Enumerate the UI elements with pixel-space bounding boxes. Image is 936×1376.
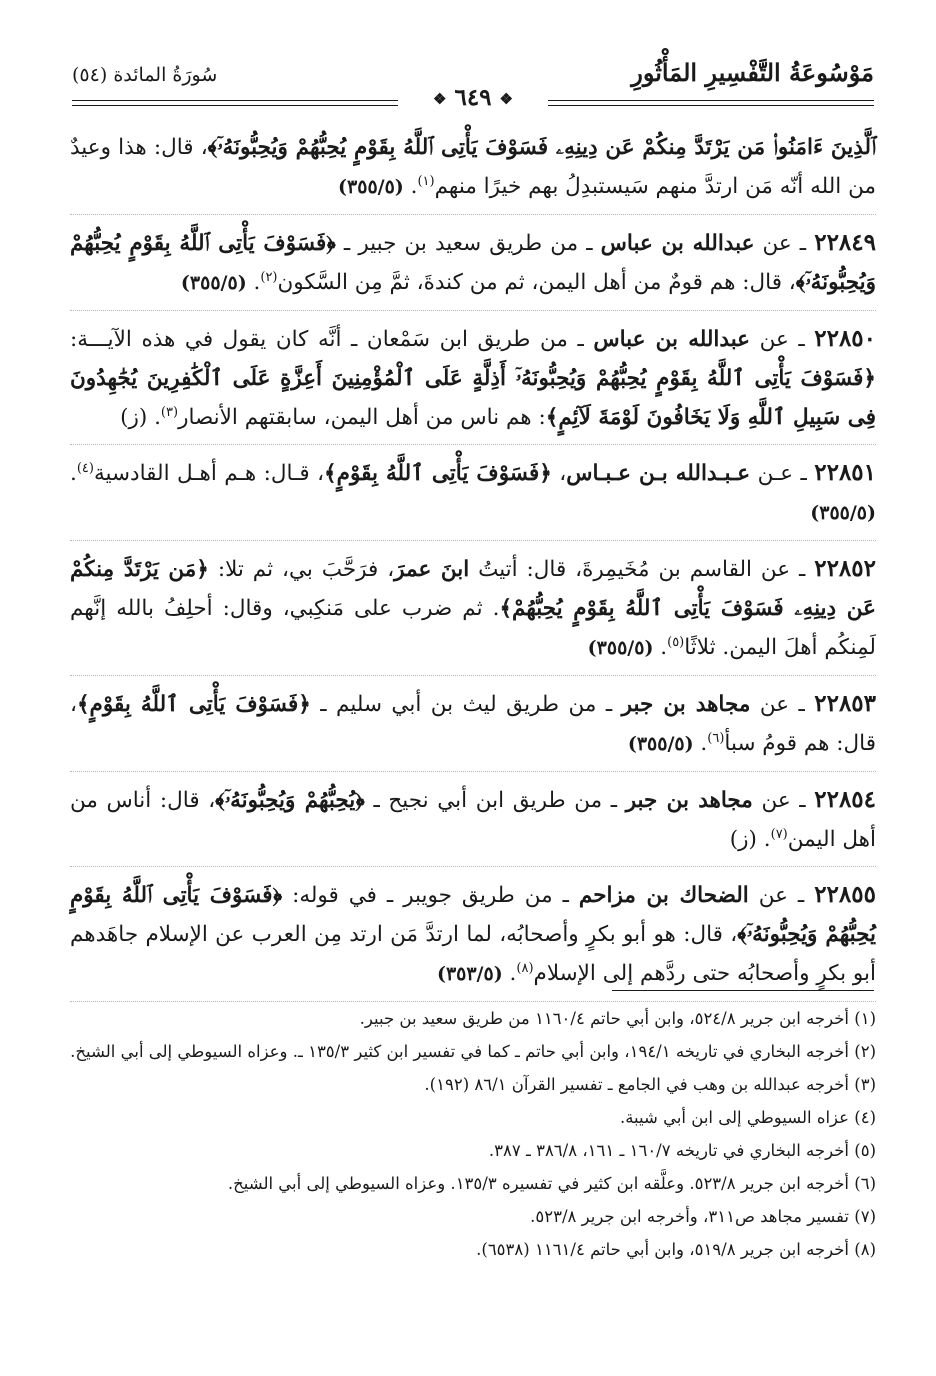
narration-text: ـ عن bbox=[754, 231, 815, 256]
narration-paragraph bbox=[70, 684, 876, 772]
volume-page-ref: (٣٥٥/٥) bbox=[587, 637, 654, 659]
narration-text: . bbox=[403, 174, 418, 199]
footnote-marker: (١) bbox=[417, 173, 435, 189]
narration-number: ٢٢٨٥٠ bbox=[814, 325, 877, 352]
narrator-name: الضحاك بن مزاحم bbox=[578, 883, 749, 908]
narration-text: ـ من طريق ابن سَمْعان ـ أنَّه كان يقول في هذه الآيـــة: bbox=[70, 327, 594, 352]
narration-text: ـ عن bbox=[750, 327, 815, 352]
narration-paragraph bbox=[70, 319, 876, 445]
footnote-item: (٤) عزاه السيوطي إلى ابن أبي شيبة. bbox=[619, 1108, 876, 1127]
quran-quote: ﴿فَسَوْفَ يَأْتِى ٱللَّهُ بِقَوْمٍ﴾ bbox=[76, 692, 311, 717]
footnote-item: (٥) أخرجه البخاري في تاريخه ١٦٠/٧ ـ ١٦١، ٣٨٦/٨ ـ ٣٨٧. bbox=[488, 1141, 876, 1160]
narration-text: . (ز) bbox=[729, 827, 771, 852]
footnote-item: (٧) تفسير مجاهد ص٣١١، وأخرجه ابن جرير ٥٢٣/٨. bbox=[530, 1207, 876, 1226]
narration-text: ، قال: هذا وعيدٌ من الله أنّه مَن ارتدَّ منهم سَيستبدِلُ بهم خيرًا منهم bbox=[70, 135, 876, 199]
quran-quote: ﴿فَسَوْفَ يَأْتِى ٱللَّهُ بِقَوْمٍ﴾ bbox=[324, 461, 552, 486]
narration-paragraph bbox=[70, 128, 876, 215]
quran-quote: ﴿مَن يَرْتَدَّ مِنكُمْ عَن دِينِهِۦ فَسَوْفَ يَأْتِى ٱللَّهُ بِقَوْمٍ يُحِبُّهُمْ﴾ bbox=[70, 557, 876, 621]
quran-quote: ﴿فَسَوْفَ يَأْتِى ٱللَّهُ بِقَوْمٍ يُحِبُّهُمْ وَيُحِبُّونَهُۥٓ﴾ bbox=[70, 231, 876, 295]
narrator-name: عـبـدالله بـن عـبـاس bbox=[566, 461, 751, 486]
narration-number: ٢٢٨٥١ bbox=[814, 459, 877, 486]
narration-text: . bbox=[693, 731, 708, 756]
footnote-item: (٣) أخرجه عبدالله بن وهب في الجامع ـ تفسير القرآن ٨٦/١ (١٩٢). bbox=[424, 1075, 876, 1094]
narration-text: ـ عن bbox=[748, 883, 815, 908]
narration-text: . (ز) bbox=[120, 405, 161, 430]
verse-ref: (٥٤) bbox=[72, 64, 108, 86]
narration-text: ـ من طريق ليث بن أبي سليم ـ bbox=[310, 692, 622, 717]
surah-header bbox=[72, 64, 217, 86]
footnote-marker: (٥) bbox=[667, 634, 685, 650]
header-rule bbox=[72, 84, 874, 111]
quran-quote: ٱلَّذِينَ ءَامَنُوا۟ مَن يَرْتَدَّ مِنكُمْ عَن دِينِهِۦ فَسَوْفَ يَأْتِى ٱللَّهُ بِقَوْمٍ يُحِبُّهُمْ وَيُحِبُّونَهُۥٓ﴾ bbox=[207, 135, 876, 160]
book-title: مَوْسُوعَةُ التَّفْسِيرِ المَأْثُورِ bbox=[631, 58, 874, 87]
narration-text: ، قال: هم قومٌ من أهل اليمن، ثم من كندةَ، ثمَّ مِن السَّكون bbox=[277, 270, 796, 295]
quran-quote: ﴿يُحِبُّهُمْ وَيُحِبُّونَهُۥٓ﴾ bbox=[215, 788, 365, 813]
narrator-name: مجاهد بن جبر bbox=[625, 788, 753, 813]
page-number: ٦٤٩ bbox=[454, 84, 492, 111]
footnote-marker: (٨) bbox=[516, 960, 534, 976]
narrator-name: مجاهد بن جبر bbox=[621, 692, 751, 717]
narration-text: ـ من طريق ابن أبي نجيح ـ bbox=[364, 788, 626, 813]
narrator-name: ابنَ عمرَ bbox=[394, 557, 470, 582]
narration-paragraph bbox=[70, 780, 876, 867]
narration-text: . bbox=[653, 635, 668, 660]
narration-text: . bbox=[70, 461, 77, 486]
surah-label: سُورَةُ المائدة bbox=[113, 64, 218, 86]
footnotes bbox=[70, 1004, 876, 1268]
narration-text: . bbox=[502, 961, 517, 986]
volume-page-ref: (٣٥٥/٥) bbox=[810, 502, 876, 524]
page-number-block bbox=[427, 84, 519, 111]
footnote-item: (٨) أخرجه ابن جرير ٥١٩/٨، وابن أبي حاتم ١١٦١/٤ (٦٥٣٨). bbox=[476, 1240, 876, 1259]
header-rule-right bbox=[548, 100, 874, 106]
narration-text: ، قال: هو أبو بكرٍ وأصحابُه، لما ارتدَّ مَن ارتد مِن العرب عن الإسلام جاهَدهم أبو بكرٍ وأصحابُه حتى ردَّهم إلى الإسلام bbox=[70, 922, 876, 986]
narration-paragraph bbox=[70, 453, 876, 541]
footnote-marker: (٧) bbox=[770, 826, 788, 842]
narration-text: ، قال: أناس من أهل اليمن bbox=[70, 788, 876, 852]
narration-text: ـ عـن bbox=[750, 461, 815, 486]
quran-quote: ﴿فَسَوْفَ يَأْتِى ٱللَّهُ بِقَوْمٍ يُحِبُّهُمْ وَيُحِبُّونَهُۥٓ أَذِلَّةٍ عَلَى ٱلْمُؤْمِنِينَ أَعِزَّةٍ عَلَى ٱلْكَٰفِرِينَ يُجَٰهِدُونَ فِى سَبِيلِ ٱللَّهِ وَلَا يَخَافُونَ لَوْمَةَ لَآئِمٍ﴾ bbox=[70, 366, 876, 430]
footnote-marker: (٦) bbox=[707, 730, 725, 746]
footnote-separator bbox=[612, 990, 874, 991]
narration-text: ، قـال: هـم أهـل القادسية bbox=[93, 461, 325, 486]
narration-text: : هم ناس من أهل اليمن، سابقتهم الأنصار bbox=[178, 405, 546, 430]
volume-page-ref: (٣٥٥/٥) bbox=[180, 272, 247, 294]
footnote-item: (١) أخرجه ابن جرير ٥٢٤/٨، وابن أبي حاتم ١١٦٠/٤ من طريق سعيد بن جبير. bbox=[359, 1009, 876, 1028]
ornament-icon: ❖ bbox=[499, 90, 513, 108]
ornament-icon: ❖ bbox=[433, 90, 447, 108]
narrator-name: عبدالله بن عباس bbox=[600, 231, 755, 256]
narration-text: . bbox=[246, 270, 261, 295]
narration-text: ـ عن القاسم بن مُخَيمِرةَ، قال: أتيتُ bbox=[469, 557, 815, 582]
footnote-marker: (٣) bbox=[160, 404, 179, 420]
narration-number: ٢٢٨٥٢ bbox=[814, 555, 876, 582]
narration-text: ، قال: هم قومُ سبأ bbox=[70, 692, 876, 756]
narration-text: ، bbox=[551, 461, 567, 486]
footnote-marker: (٤) bbox=[76, 460, 94, 476]
narration-text: ، فرَحَّبَ بي، ثم تلا: bbox=[208, 557, 395, 582]
narration-number: ٢٢٨٥٥ bbox=[814, 881, 876, 908]
footnote-item: (٦) أخرجه ابن جرير ٥٢٣/٨. وعلَّقه ابن كثير في تفسيره ١٣٥/٣. وعزاه السيوطي إلى أبي الشيخ. bbox=[227, 1174, 876, 1193]
main-text bbox=[70, 128, 876, 1010]
volume-page-ref: (٣٥٣/٥) bbox=[436, 963, 503, 985]
footnote-marker: (٢) bbox=[260, 269, 278, 285]
header-rule-left bbox=[72, 100, 398, 106]
narrator-name: عبدالله بن عباس bbox=[593, 327, 751, 352]
narration-paragraph bbox=[70, 223, 876, 311]
volume-page-ref: (٣٥٥/٥) bbox=[338, 176, 404, 198]
narration-paragraph bbox=[70, 875, 876, 1002]
volume-page-ref: (٣٥٥/٥) bbox=[627, 733, 694, 755]
narration-number: ٢٢٨٤٩ bbox=[814, 229, 876, 256]
narration-text: ـ من طريق سعيد بن جبير ـ bbox=[335, 231, 601, 256]
footnote-item: (٢) أخرجه البخاري في تاريخه ١٩٤/١، وابن أبي حاتم ـ كما في تفسير ابن كثير ١٣٥/٣ ـ. وعزاه السيوطي إلى أبي الشيخ. bbox=[70, 1042, 876, 1061]
narration-paragraph bbox=[70, 549, 876, 676]
narration-text: . ثم ضرب على مَنكِبي، وقال: أحلِفُ بالله إنَّهم لَمِنكُم أهلَ اليمن. ثلاثًا bbox=[70, 596, 876, 660]
narration-number: ٢٢٨٥٣ bbox=[814, 690, 877, 717]
narration-number: ٢٢٨٥٤ bbox=[814, 786, 877, 813]
narration-text: ـ من طريق جويبر ـ في قوله: bbox=[282, 883, 579, 908]
narration-text: ـ عن bbox=[752, 788, 815, 813]
quran-quote: ﴿فَسَوْفَ يَأْتِى ٱللَّهُ بِقَوْمٍ يُحِبُّهُمْ وَيُحِبُّونَهُۥٓ﴾ bbox=[70, 883, 876, 947]
narration-text: ـ عن bbox=[750, 692, 815, 717]
